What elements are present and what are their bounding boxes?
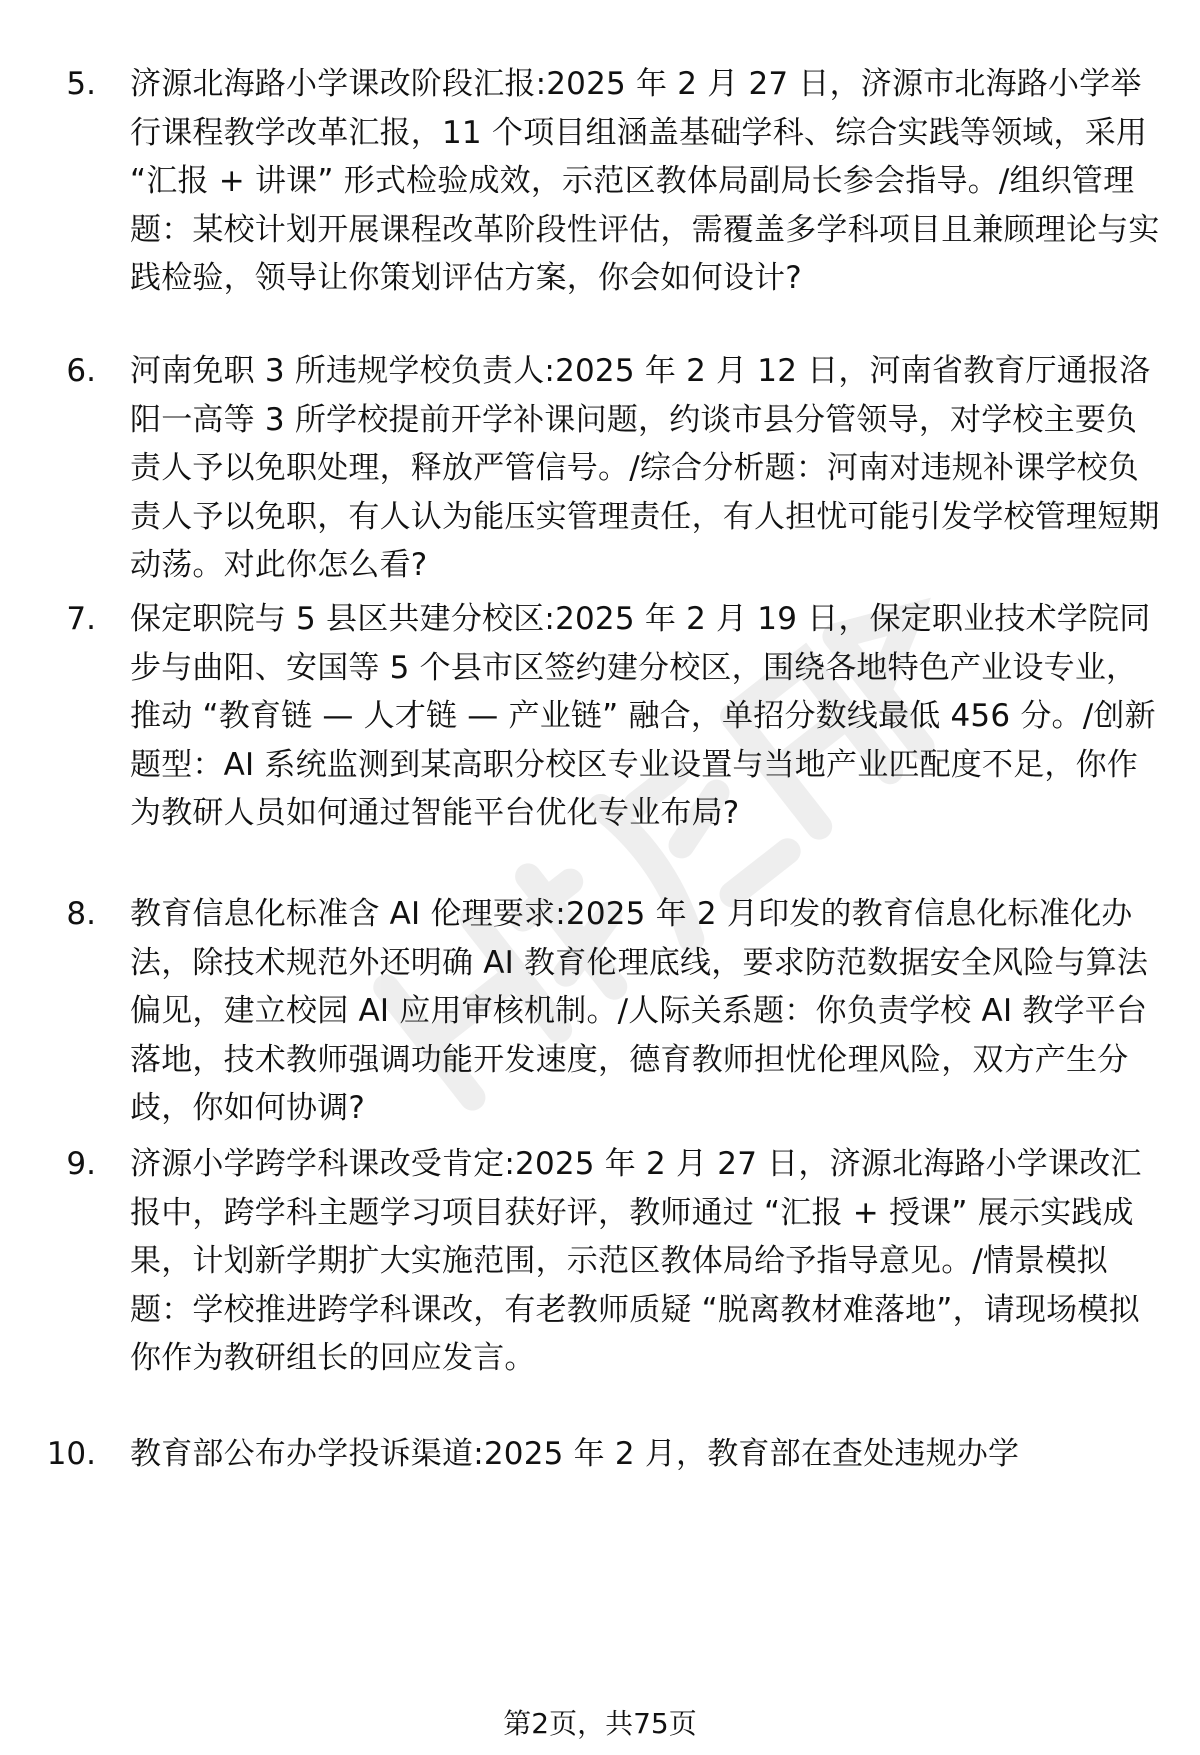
page-number-footer: 第2页，共75页 <box>503 1707 697 1740</box>
item-text: 教育信息化标准含 AI 伦理要求:2025 年 2 月印发的教育信息化标准化办法，除技术规范外还明确 AI 教育伦理底线，要求防范数据安全风险与算法偏见，建立校园 AI 应用审核机制。/人际关系题：你负责学校 AI 教学平台落地，技术教师强调功能开发速度，德育教师担忧伦理风险，双方产生分歧，你如何协调? <box>130 896 1149 1126</box>
item-text: 教育部公布办学投诉渠道:2025 年 2 月，教育部在查处违规办学 <box>130 1436 1020 1472</box>
item-text: 保定职院与 5 县区共建分校区:2025 年 2 月 19 日，保定职业技术学院同步与曲阳、安国等 5 个县市区签约建分校区，围绕各地特色产业设专业，推动 “教育链 — 人才链 — 产业链” 融合，单招分数线最低 456 分。/创新题型：AI 系统监测到某高职分校区专业设置与当地产业匹配度不足，你作为教研人员如何通过智能平台优化专业布局? <box>130 601 1156 831</box>
item-number: 7. <box>66 601 96 637</box>
item-number: 9. <box>66 1146 96 1182</box>
item-text: 济源小学跨学科课改受肯定:2025 年 2 月 27 日，济源北海路小学课改汇报中，跨学科主题学习项目获好评，教师通过 “汇报 + 授课” 展示实践成果，计划新学期扩大实施范围，示范区教体局给予指导意见。/情景模拟题：学校推进跨学科课改，有老教师质疑 “脱离教材难落地”，请现场模拟你作为教研组长的回应发言。 <box>130 1146 1142 1376</box>
item-number: 8. <box>66 896 96 932</box>
item-text: 济源北海路小学课改阶段汇报:2025 年 2 月 27 日，济源市北海路小学举行课程教学改革汇报，11 个项目组涵盖基础学科、综合实践等领域，采用 “汇报 + 讲课” 形式检验成效，示范区教体局副局长参会指导。/组织管理题：某校计划开展课程改革阶段性评估，需覆盖多学科项目且兼顾理论与实践检验，领导让你策划评估方案，你会如何设计? <box>130 66 1160 296</box>
item-number: 10. <box>46 1436 96 1472</box>
item-text: 河南免职 3 所违规学校负责人:2025 年 2 月 12 日，河南省教育厅通报洛阳一高等 3 所学校提前开学补课问题，约谈市县分管领导，对学校主要负责人予以免职处理，释放严管信号。/综合分析题：河南对违规补课学校负责人予以免职，有人认为能压实管理责任，有人担忧可能引发学校管理短期动荡。对此你怎么看? <box>130 353 1160 583</box>
item-number: 6. <box>66 353 96 389</box>
item-number: 5. <box>66 66 96 102</box>
